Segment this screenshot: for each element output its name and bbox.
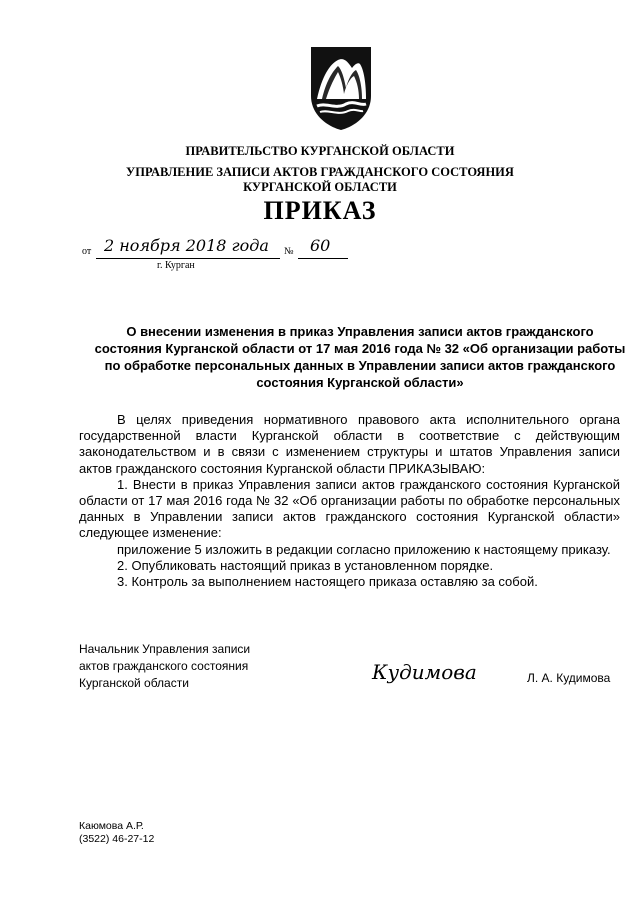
executor-name: Каюмова А.Р. [79,820,144,832]
subject-line: состояния Курганской области» [256,375,464,390]
department-title-line1: УПРАВЛЕНИЕ ЗАПИСИ АКТОВ ГРАЖДАНСКОГО СОСТОЯНИЯ [126,165,514,179]
department-title-line2: КУРГАНСКОЙ ОБЛАСТИ [243,180,397,194]
item-2-paragraph: 2. Опубликовать настоящий приказ в установленном порядке. [117,557,494,573]
date-field [96,236,280,259]
position-line: Начальник Управления записи [79,642,251,656]
document-type: ПРИКАЗ [263,196,377,225]
item-1-paragraph: 1. Внести в приказ Управления записи актов гражданского состояния Курганской области от 17 мая 2016 года № 32 «Об организации работы по обработке персональных данных в Управлении записи актов гражданского состояния Курганской области» следующее изменение: [79,476,620,541]
position-line: Курганской области [79,676,189,690]
signature-text: Кудимова [372,660,477,684]
preamble-paragraph: В целях приведения нормативного правового акта исполнительного органа государственной власти Курганской области в соответствие с действующим законодательством и в связи с изменением структуры и штатов Управления записи актов гражданского состояния Курганской области ПРИКАЗЫВАЮ: [79,412,620,476]
date-handwritten: 2 ноября 2018 года [104,236,269,255]
number-handwritten: 60 [310,236,331,255]
subject-line: О внесении изменения в приказ Управления записи актов гражданского [126,324,594,339]
kurgan-coat-of-arms-icon [308,44,374,132]
executor-phone: (3522) 46-27-12 [79,833,155,845]
government-title: ПРАВИТЕЛЬСТВО КУРГАНСКОЙ ОБЛАСТИ [185,144,455,158]
signatory-position [79,641,250,692]
position-line: актов гражданского состояния [79,659,249,673]
date-prefix: от [82,246,92,257]
item-3-paragraph: 3. Контроль за выполнением настоящего приказа оставляю за собой. [117,574,538,590]
item-1-change-paragraph: приложение 5 изложить в редакции согласно приложению к настоящему приказу. [117,541,611,557]
executor-info [79,820,154,846]
number-prefix: № [284,246,294,257]
subject-line: состояния Курганской области от 17 мая 2016 года № 32 «Об организации работы [94,341,626,356]
handwritten-signature [372,660,477,684]
signatory-name: Л. А. Кудимова [527,671,611,685]
city: г. Курган [157,260,195,271]
order-subject [80,323,640,391]
subject-line: по обработке персональных данных в Управлении записи актов гражданского [104,358,616,373]
order-body [79,412,620,590]
number-field [298,236,348,259]
